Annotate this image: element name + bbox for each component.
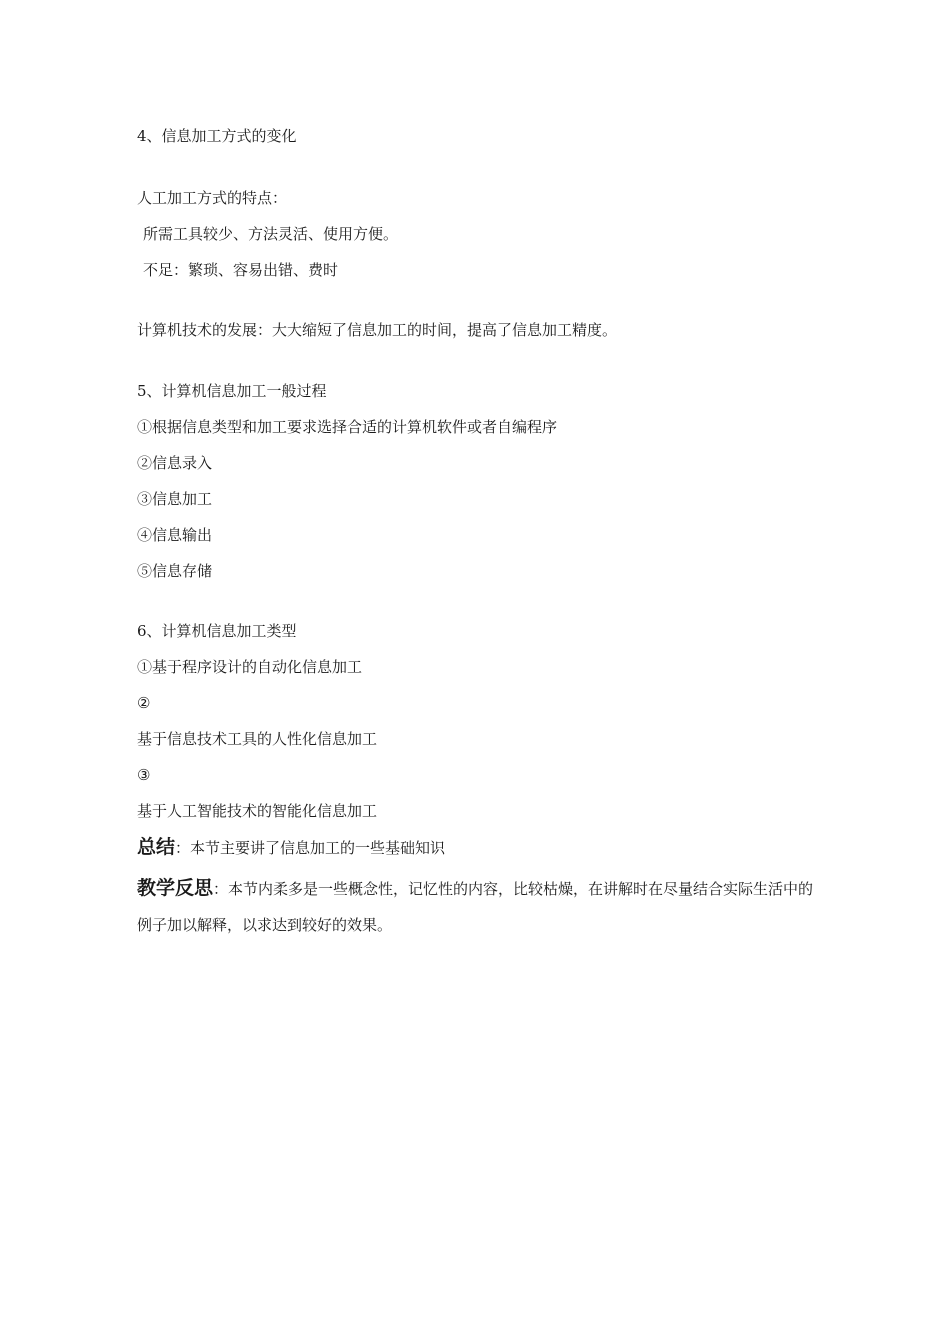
process-step: ③信息加工 bbox=[137, 490, 213, 508]
summary-paragraph bbox=[137, 837, 445, 858]
section-5-heading: 5、计算机信息加工一般过程 bbox=[137, 382, 327, 400]
reflection-text: ：本节内柔多是一些概念性，记忆性的内容，比较枯燥，在讲解时在尽量结合实际生活中的例子加以解释，以求达到较好的效果。 bbox=[137, 880, 814, 934]
reflection-label: 教学反思 bbox=[137, 877, 214, 899]
computer-development-text: 计算机技术的发展：大大缩短了信息加工的时间，提高了信息加工精度。 bbox=[137, 321, 618, 339]
processing-type-item: ①基于程序设计的自动化信息加工 bbox=[137, 658, 363, 676]
section-4-heading: 4、信息加工方式的变化 bbox=[137, 127, 297, 145]
manual-processing-pros: 所需工具较少、方法灵活、使用方便。 bbox=[143, 225, 399, 243]
process-step: ①根据信息类型和加工要求选择合适的计算机软件或者自编程序 bbox=[137, 418, 558, 436]
processing-type-item: 基于信息技术工具的人性化信息加工 bbox=[137, 730, 378, 748]
section-6-heading: 6、计算机信息加工类型 bbox=[137, 622, 297, 640]
process-step: ④信息输出 bbox=[137, 526, 213, 544]
manual-processing-cons: 不足：繁琐、容易出错、费时 bbox=[143, 261, 339, 279]
reflection-paragraph bbox=[137, 870, 827, 943]
process-step: ⑤信息存储 bbox=[137, 562, 213, 580]
process-step: ②信息录入 bbox=[137, 454, 213, 472]
processing-type-marker: ③ bbox=[137, 766, 151, 784]
processing-type-item: 基于人工智能技术的智能化信息加工 bbox=[137, 802, 378, 820]
manual-processing-title: 人工加工方式的特点： bbox=[137, 189, 288, 207]
processing-type-marker: ② bbox=[137, 694, 151, 712]
summary-label: 总结 bbox=[137, 836, 176, 858]
summary-text: ：本节主要讲了信息加工的一些基础知识 bbox=[175, 839, 446, 857]
